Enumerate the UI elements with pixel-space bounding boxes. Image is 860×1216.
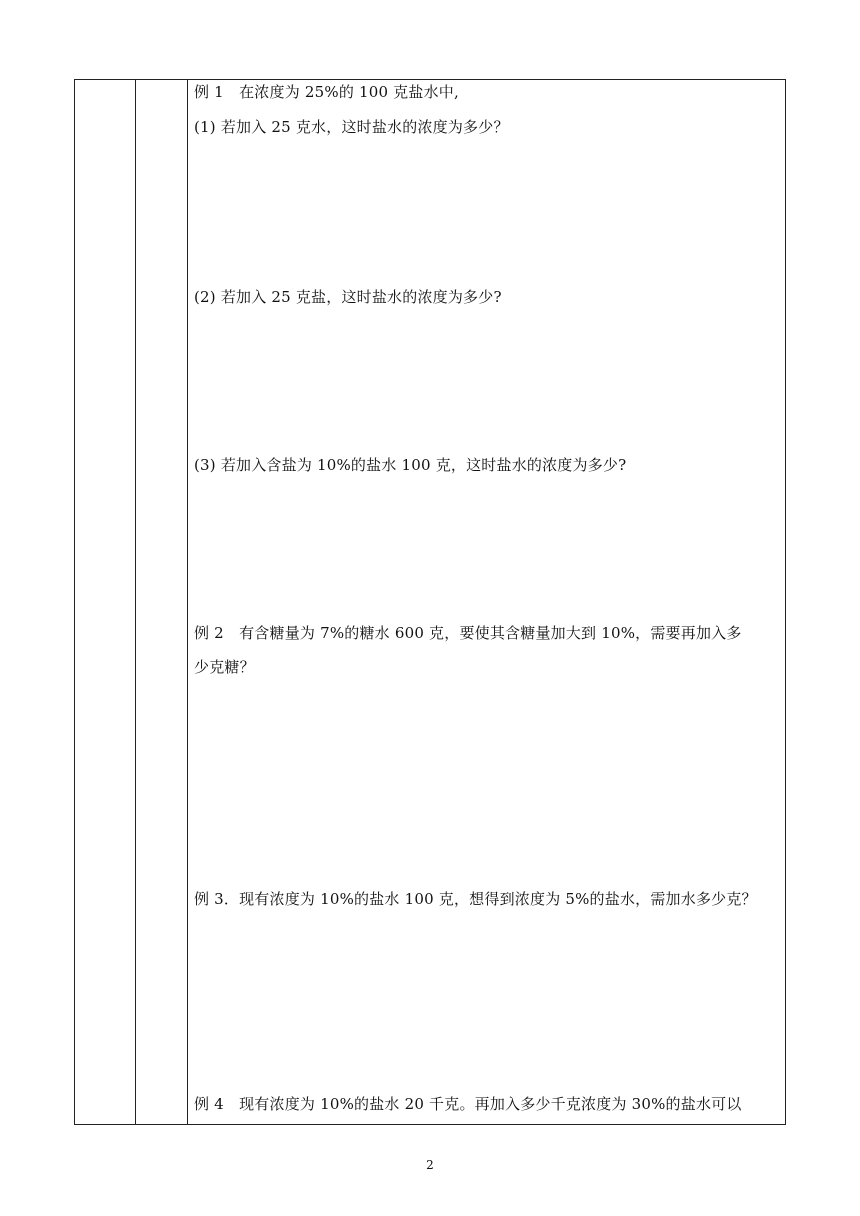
example-4-line-1: 例 4 现有浓度为 10%的盐水 20 千克。再加入多少千克浓度为 30%的盐水可以 <box>194 1095 742 1113</box>
example-1-question-1: (1) 若加入 25 克水，这时盐水的浓度为多少？ <box>194 118 509 136</box>
example-1-question-2: (2) 若加入 25 克盐，这时盐水的浓度为多少? <box>194 288 502 306</box>
example-3-line-1: 例 3．现有浓度为 10%的盐水 100 克，想得到浓度为 5%的盐水，需加水多少克？ <box>194 890 757 908</box>
example-1-intro: 例 1 在浓度为 25%的 100 克盐水中, <box>194 83 459 101</box>
page-number: 2 <box>426 1158 434 1172</box>
lesson-table <box>74 79 786 1125</box>
example-2-line-1: 例 2 有含糖量为 7%的糖水 600 克，要使其含糖量加大到 10%，需要再加入多 <box>194 624 742 642</box>
table-column-divider-2 <box>187 80 188 1124</box>
example-1-question-3: (3) 若加入含盐为 10%的盐水 100 克，这时盐水的浓度为多少? <box>194 456 627 474</box>
example-2-line-2: 少克糖？ <box>194 658 255 676</box>
table-column-divider-1 <box>135 80 136 1124</box>
